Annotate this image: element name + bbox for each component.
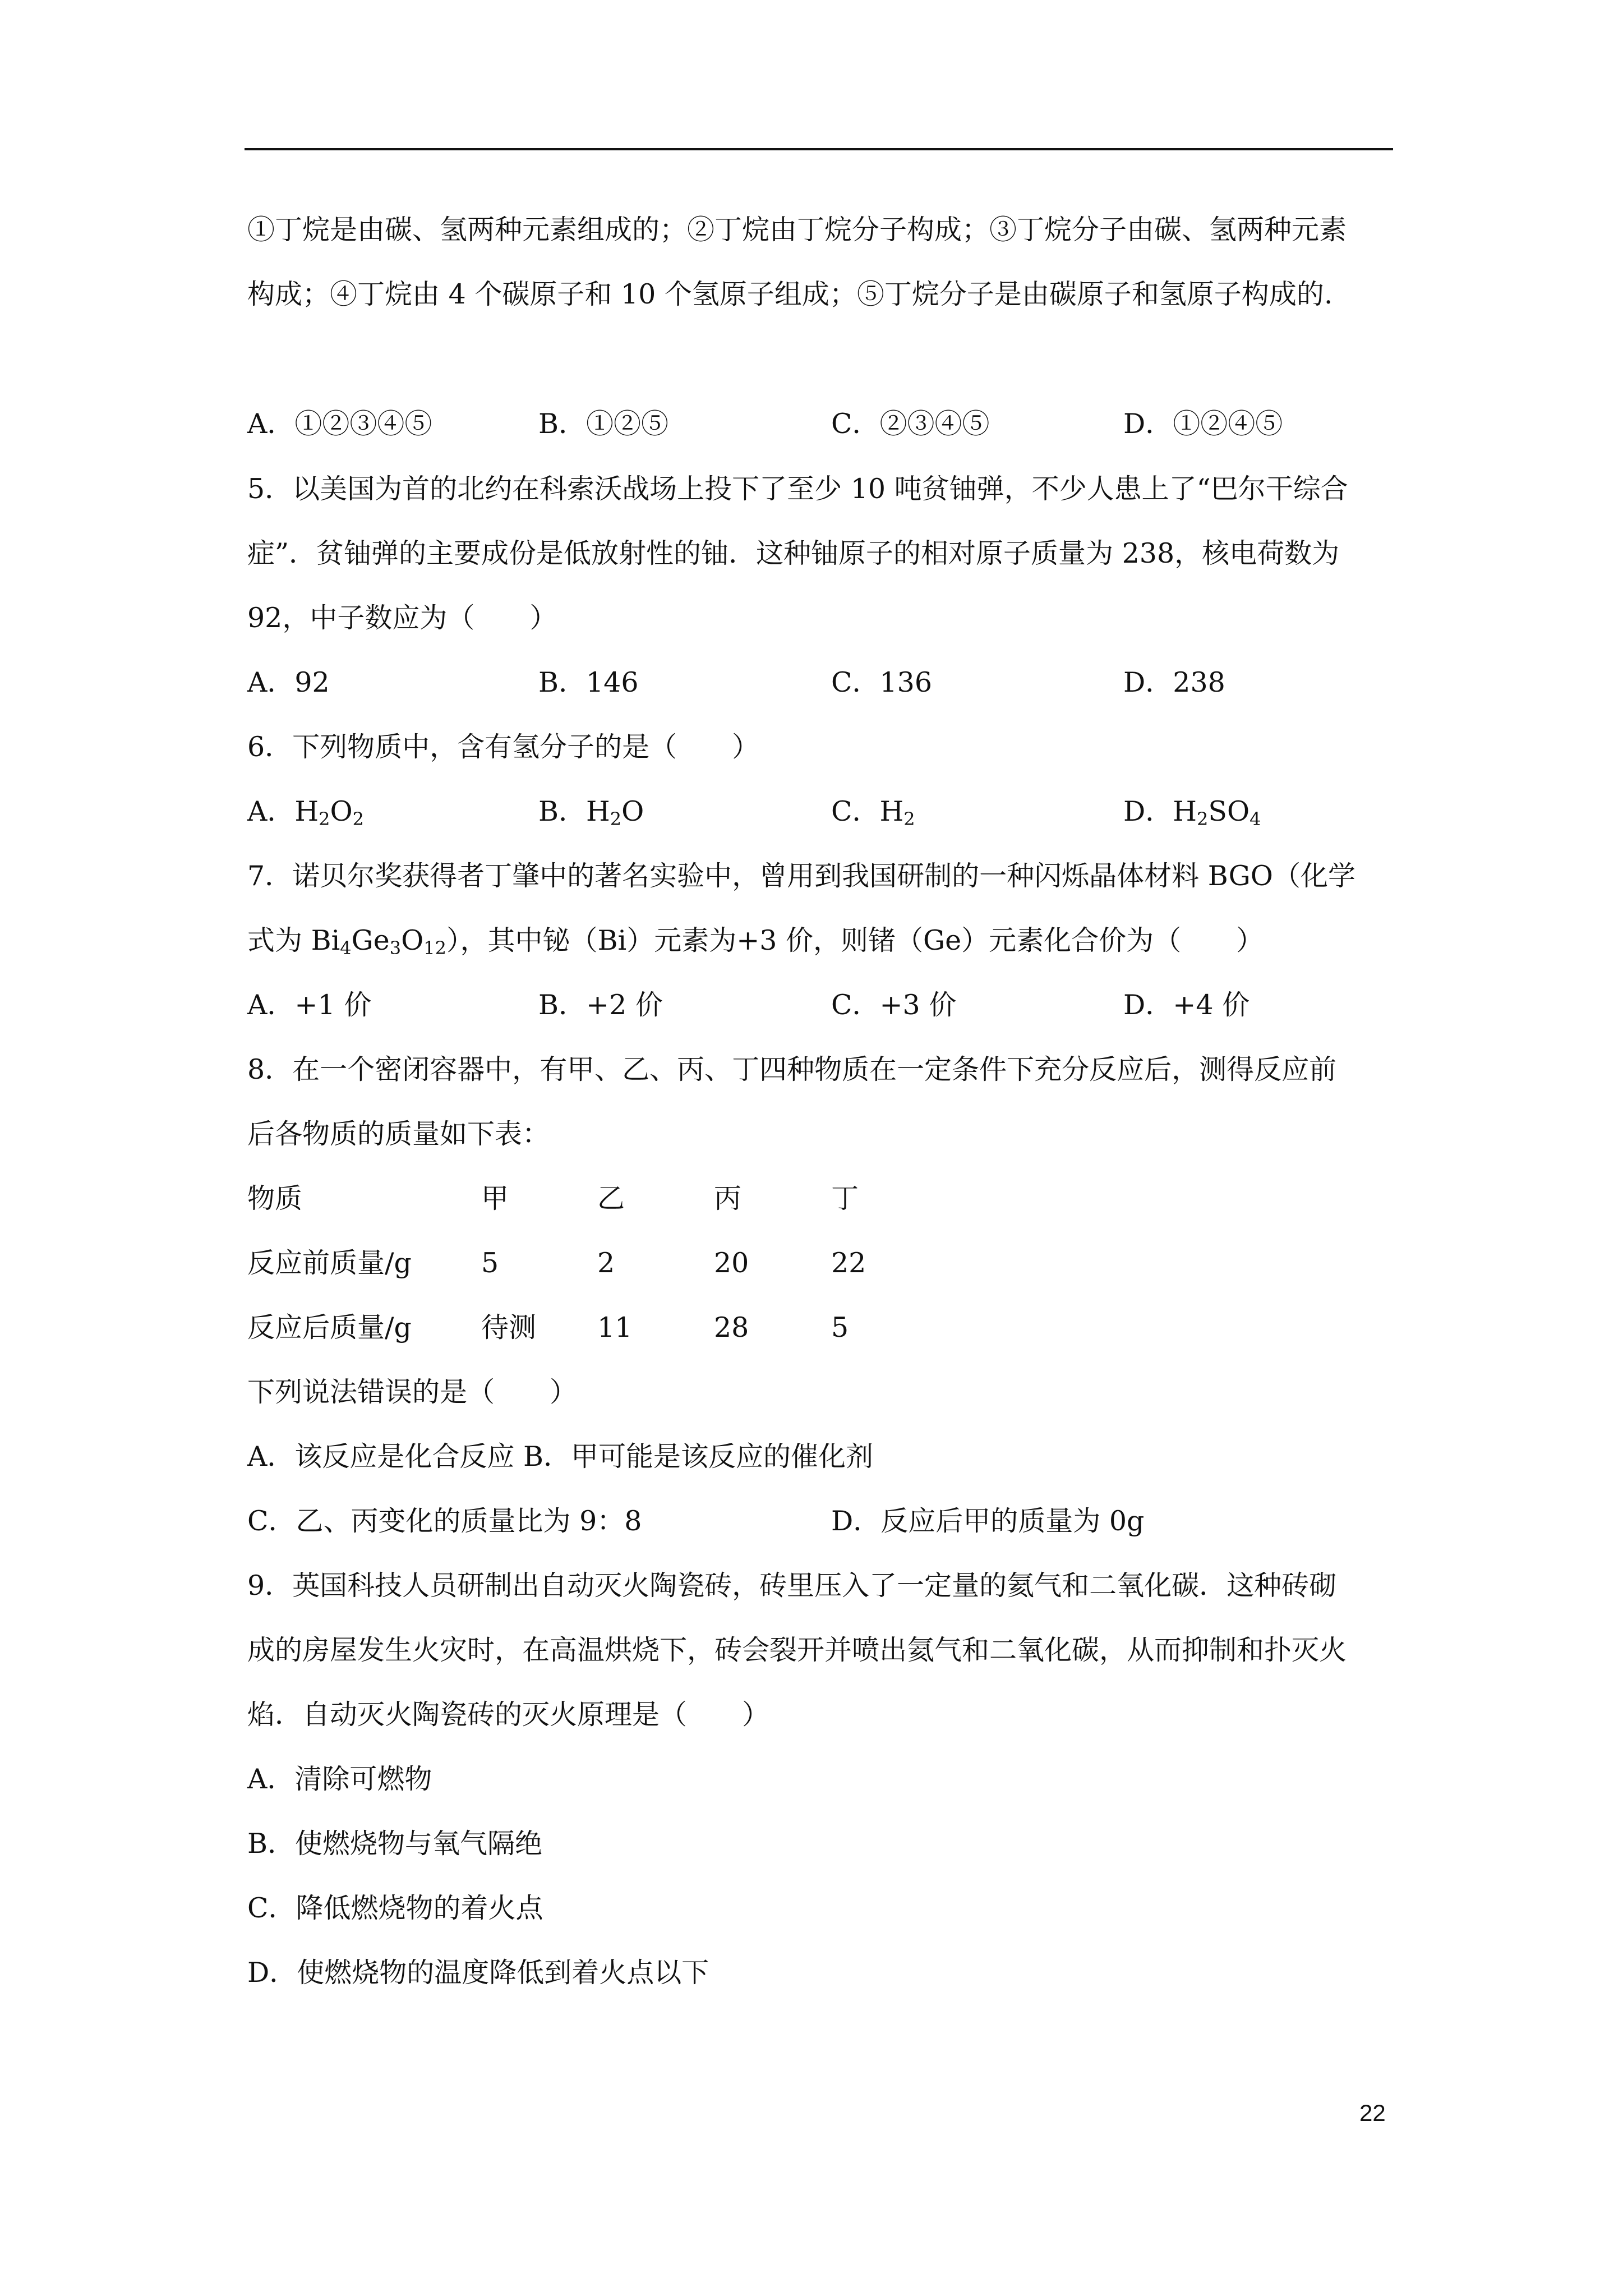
q6-option-d: D．$H_2SO_4$ — [1123, 795, 1261, 830]
q9-option-b: B．使燃烧物与氧气隔绝 — [247, 1828, 543, 1860]
q7-option-a: A．+1 价 — [247, 989, 372, 1021]
q6-stem: 6．下列物质中，含有氢分子的是（ ） — [247, 731, 760, 763]
table-cell: 22 — [831, 1247, 866, 1279]
table-cell: 丙 — [714, 1182, 742, 1214]
table-cell: 反应前质量/g — [247, 1247, 412, 1279]
table-cell: 2 — [597, 1247, 615, 1279]
q7-option-c: C．+3 价 — [831, 989, 957, 1021]
q8-stem-line1: 8．在一个密闭容器中，有甲、乙、丙、丁四种物质在一定条件下充分反应后，测得反应前 — [247, 1053, 1337, 1085]
table-cell: 28 — [714, 1312, 749, 1343]
q7-option-b: B．+2 价 — [538, 989, 663, 1021]
q6-option-a: A．$H_2O_2$ — [247, 795, 365, 830]
q7-option-d: D．+4 价 — [1123, 989, 1250, 1021]
q6-option-b: B．$H_2O$ — [538, 795, 644, 830]
table-cell: 反应后质量/g — [247, 1312, 412, 1343]
q8-option-d: D．反应后甲的质量为 0g — [831, 1505, 1145, 1537]
q4-option-c: C．②③④⑤ — [831, 408, 990, 440]
table-cell: 丁 — [831, 1182, 859, 1214]
q8-options-ab: A．该反应是化合反应 B．甲可能是该反应的催化剂 — [247, 1441, 873, 1473]
table-cell: 待测 — [481, 1312, 537, 1343]
q7-stem-line2: 式为 $Bi_4Ge_3O_{12}$），其中铋（Bi）元素为+3 价，则锗（Ge）元素化合价为（ ） — [247, 924, 1264, 959]
table-cell: 乙 — [597, 1182, 625, 1214]
table-cell: 物质 — [247, 1182, 303, 1214]
q9-stem-line2: 成的房屋发生火灾时，在高温烘烧下，砖会裂开并喷出氦气和二氧化碳，从而抑制和扑灭火 — [247, 1634, 1347, 1666]
q9-option-a: A．清除可燃物 — [247, 1763, 432, 1795]
q9-option-c: C．降低燃烧物的着火点 — [247, 1892, 543, 1924]
q8-option-c: C．乙、丙变化的质量比为 9：8 — [247, 1505, 642, 1537]
q7-stem-line1: 7．诺贝尔奖获得者丁肇中的著名实验中，曾用到我国研制的一种闪烁晶体材料 BGO（化学 — [247, 860, 1355, 892]
q8-stem-line2: 后各物质的质量如下表： — [247, 1118, 550, 1150]
q8-question: 下列说法错误的是（ ） — [247, 1376, 578, 1408]
table-cell: 5 — [831, 1312, 849, 1343]
q4-stem-line1: ①丁烷是由碳、氢两种元素组成的；②丁烷由丁烷分子构成；③丁烷分子由碳、氢两种元素 — [247, 214, 1347, 246]
q5-option-c: C．136 — [831, 666, 933, 698]
table-cell: 20 — [714, 1247, 749, 1279]
header-rule — [245, 148, 1393, 150]
q9-stem-line1: 9．英国科技人员研制出自动灭火陶瓷砖，砖里压入了一定量的氦气和二氧化碳．这种砖砌 — [247, 1570, 1337, 1602]
q5-option-d: D．238 — [1123, 666, 1225, 698]
q4-stem-line2: 构成；④丁烷由 4 个碳原子和 10 个氢原子组成；⑤丁烷分子是由碳原子和氢原子构成的. — [247, 278, 1333, 310]
q9-stem-line3: 焰．自动灭火陶瓷砖的灭火原理是（ ） — [247, 1699, 770, 1731]
table-cell: 甲 — [481, 1182, 509, 1214]
table-cell: 5 — [481, 1247, 499, 1279]
q5-stem-line2: 症”．贫铀弹的主要成份是低放射性的铀．这种铀原子的相对原子质量为 238，核电荷数为 — [247, 537, 1340, 569]
q6-option-c: C．$H_2$ — [831, 795, 915, 830]
q4-option-a: A．①②③④⑤ — [247, 408, 432, 440]
q4-option-b: B．①②⑤ — [538, 408, 669, 440]
q5-stem-line3: 92，中子数应为（ ） — [247, 602, 557, 634]
q5-option-a: A．92 — [247, 666, 330, 698]
q5-option-b: B．146 — [538, 666, 639, 698]
q5-stem-line1: 5．以美国为首的北约在科索沃战场上投下了至少 10 吨贫铀弹，不少人患上了“巴尔干综合 — [247, 473, 1348, 505]
q4-option-d: D．①②④⑤ — [1123, 408, 1283, 440]
table-cell: 11 — [597, 1312, 633, 1343]
page-number: 22 — [1359, 2100, 1386, 2126]
q9-option-d: D．使燃烧物的温度降低到着火点以下 — [247, 1957, 709, 1989]
